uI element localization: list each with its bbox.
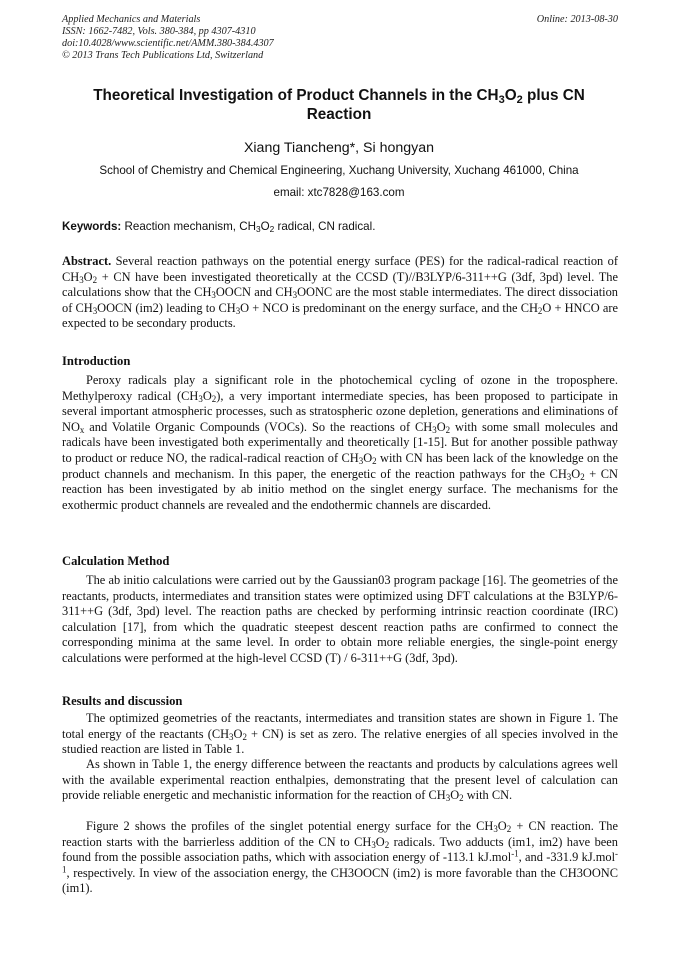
- introduction-paragraph: Peroxy radicals play a significant role in the photochemical cycling of ozone in the troposphere. Methylperoxy radical $(CH_3O_2)$, a very important intermediate species, has been proposed to participate in several important atmospheric processes, such as stratospheric ozone depletion, generations and eliminations of $NO_x$ and Volatile Organic Compounds (VOCs). So the reactions of $CH_3O_2$ with some small molecules and radicals have been investigated both experimentally and theoretically [1-15]. But for another possible pathway to product or reduce NO, the radical-radical reaction of $CH_3O_2$ with CN has been lack of the knowledge on the product channels and mechanism. In this paper, the energetic of the reaction pathways for the $CH_3O_2$ + CN reaction has been investigated by ab initio method on the singlet energy surface. The mechanisms for the exothermic product channels are revealed and the endothermic channels are discarded.: [62, 373, 618, 512]
- authors: Xiang Tiancheng*, Si hongyan: [243, 140, 435, 156]
- introduction-heading: Introduction: [62, 354, 131, 368]
- paper-title: Theoretical Investigation of Product Channels in the $CH_3O_2$ plus CN Reaction: [93, 87, 585, 123]
- keywords: Keywords: Reaction mechanism, $CH_3O_2$ radical, CN radical.: [62, 220, 376, 235]
- abstract-label: Abstract.: [62, 254, 112, 268]
- keywords-label: Keywords:: [62, 220, 122, 233]
- results-paragraph-3: Figure 2 shows the profiles of the singlet potential energy surface for the $CH_3O_2$ + CN reaction. The reaction starts with the barrierless addition of the CN to $CH_3O_2$ radicals. Two adducts (im1, im2) have been found from the possible association paths, which with association energy of -113.1 kJ.mol$^{-1}$, and -331.9 kJ.mol$^{-1}$, respectively. In view of the association energy, the CH3OOCN (im2) is more favorable than the CH3OONC (im1).: [62, 819, 618, 896]
- abstract: Abstract. Several reaction pathways on the potential energy surface (PES) for the radical-radical reaction of $CH_3O_2$ + CN have been investigated theoretically at the CCSD (T)//B3LYP/6-311++G (3df, 3pd) level. The calculations show that the $CH_3OOCN$ and $CH_3OONC$ are the most stable intermediates. The direct dissociation of $CH_3OOCN$ (im2) leading to $CH_3O$ + NCO is predominant on the energy surface, and the $CH_2O$ + HNCO are expected to be secondary products.: [62, 254, 618, 331]
- affiliation: School of Chemistry and Chemical Engineering, Xuchang University, Xuchang 461000, China: [99, 164, 579, 177]
- results-paragraph-1: The optimized geometries of the reactants, intermediates and transition states are shown in Figure 1. The total energy of the reactants $(CH_3O_2 + CN)$ is set as zero. The relative energies of all species involved in the studied reaction are listed in Table 1.: [62, 711, 618, 757]
- doi-line: doi:10.4028/www.scientific.net/AMM.380-384.4307: [62, 38, 274, 49]
- results-paragraph-2: As shown in Table 1, the energy difference between the reactants and products by calculations agrees well with the available experimental reaction enthalpies, demonstrating that the present level of calculation can provide reliable energetic and mechanistic information for the reaction of $CH_3O_2$ with CN.: [62, 757, 618, 804]
- issn-line: ISSN: 1662-7482, Vols. 380-384, pp 4307-4310: [62, 26, 256, 37]
- journal-name: Applied Mechanics and Materials: [62, 14, 201, 25]
- journal-header: [62, 14, 618, 62]
- email-line: email: xtc7828@163.com: [273, 186, 405, 199]
- copyright-line: © 2013 Trans Tech Publications Ltd, Switzerland: [62, 50, 264, 61]
- calculation-heading: Calculation Method: [62, 554, 170, 568]
- online-date: Online: 2013-08-30: [536, 14, 618, 25]
- calculation-paragraph: The ab initio calculations were carried out by the Gaussian03 program package [16]. The geometries of the reactants, products, intermediates and transition states were optimized using DFT calculations at the B3LYP/6-311++G (3df, 3pd) level. The reaction paths are checked by performing intrinsic reaction coordinate (IRC) calculation [17], from which the quadratic steepest descent reaction paths are confirmed to connect the corresponding minima at the same level. In order to obtain more reliable energies, the single-point energy calculations were performed at the high-level CCSD (T) / 6-311++G (3df, 3pd).: [62, 573, 618, 665]
- results-heading: Results and discussion: [62, 694, 183, 708]
